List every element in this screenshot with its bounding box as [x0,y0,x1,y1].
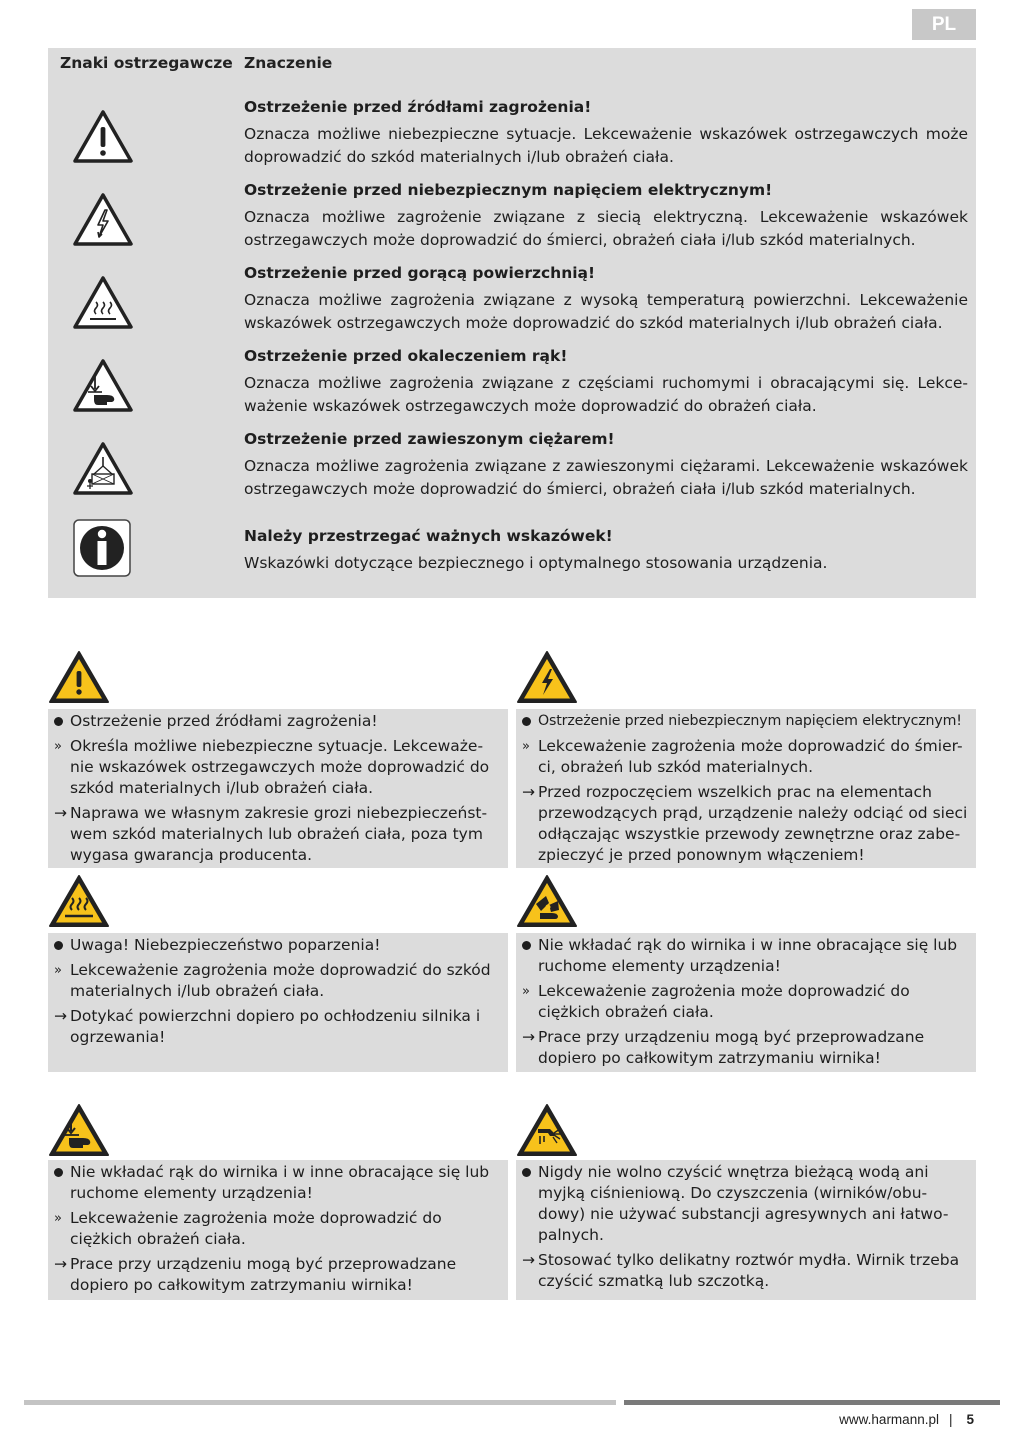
hazard-text: Przed rozpoczęciem wszelkich prac na elementach przewodzących prąd, urządzenie należy odciąć od sieci odłączając wszystkie przewody zewnętrzne oraz zabe-zpieczyć je przed ponownym włączeniem! [538,783,968,864]
hazard-text: Naprawa we własnym zakresie grozi niebezpieczeńst-wem szkód materialnych lub obrażeń ciała, poza tym wygasa gwarancja producenta. [70,804,488,864]
hazard-text: Nie wkładać rąk do wirnika i w inne obracające się lub ruchome elementy urządzenia! [538,936,958,975]
legend-description: Oznacza możliwe zagrożenia związane z wysoką temperaturą powierzchni. Lekceważenie wskazówek ostrzegawczych może doprowadzić do szkód materialnych i/lub obrażeń ciała. [244,291,968,332]
hazard-line: » Lekceważenie zagrożenia może doprowadzić do ciężkich obrażeń ciała. [54,1209,442,1248]
page-number: 5 [966,1412,974,1427]
hazard-text-box [516,709,976,868]
hazard-line [522,935,970,977]
legend-title: Należy przestrzegać ważnych wskazówek! [244,527,613,545]
legend-description: Oznacza możliwe niebezpieczne sytuacje. Lekceważenie wskazówek ostrzegawczych może doprowadzić do szkód materialnych i/lub obrażeń ciała. [244,125,968,166]
legend-title: Ostrzeżenie przed źródłami zagrożenia! [244,98,592,116]
hazard-text-box [48,709,508,868]
hazard-text: Lekceważenie zagrożenia może doprowadzić do śmier-ci, obrażeń lub szkód materialnych. [538,737,963,776]
water-spray-icon [516,1103,578,1157]
hazard-text: Lekceważenie zagrożenia może doprowadzić do ciężkich obrażeń ciała. [70,1209,442,1248]
hazard-text: Lekceważenie zagrożenia może doprowadzić do szkód materialnych i/lub obrażeń ciała. [70,961,491,1000]
hazard-text-box [48,1160,508,1300]
hazard-line [54,935,502,956]
hazard-line: » Lekceważenie zagrożenia może doprowadzić do śmier-ci, obrażeń lub szkód materialnych. [522,737,963,776]
legend-header-meaning: Znaczenie [244,54,333,72]
hand-crush-icon [48,1103,110,1157]
hand-injury-icon [72,357,134,419]
hazard-line: » Lekceważenie zagrożenia może doprowadzić do szkód materialnych i/lub obrażeń ciała. [54,961,491,1000]
footer-rule-left [24,1400,616,1405]
legend-header-signs: Znaki ostrzegawcze [60,54,233,72]
legend-title: Ostrzeżenie przed zawieszonym ciężarem! [244,430,615,448]
warning-signs-legend [48,48,976,598]
legend-title: Ostrzeżenie przed okaleczeniem rąk! [244,347,568,365]
electric-voltage-icon [516,650,578,704]
hazard-text: Ostrzeżenie przed niebezpiecznym napięciem elektrycznym! [538,713,962,729]
hazard-text: Ostrzeżenie przed źródłami zagrożenia! [70,712,378,730]
hazard-text: Stosować tylko delikatny roztwór mydła. Wirnik trzeba czyścić szmatką lub szczotką. [538,1251,960,1290]
suspended-load-icon [72,440,134,502]
hazard-text-box [516,1160,976,1300]
general-warning-icon [48,650,110,704]
hazard-line: → Naprawa we własnym zakresie grozi niebezpieczeńst-wem szkód materialnych lub obrażeń ciała, poza tym wygasa gwarancja producenta. [54,804,488,864]
rotating-impeller-icon [516,874,578,928]
hazard-text-box [516,933,976,1072]
legend-title: Ostrzeżenie przed niebezpiecznym napięciem elektrycznym! [244,181,773,199]
info-icon [73,519,131,577]
hazard-line [54,711,502,732]
legend-description: Oznacza możliwe zagrożenia związane z zawieszonymi ciężarami. Lekceważenie wskazówek ostrzegawczych może doprowadzić do śmierci, obrażeń ciała i/lub szkód materialnych. [244,457,968,498]
page-footer [839,1412,974,1427]
hot-surface-icon [72,274,134,336]
website-link[interactable]: www.harmann.pl [839,1412,939,1427]
hazard-text: Określa możliwe niebezpieczne sytuacje. Lekceważe-nie wskazówek ostrzegawczych może doprowadzić do szkód materialnych i/lub obrażeń ciała. [70,737,490,797]
language-badge: PL [912,9,976,40]
hazard-text: Prace przy urządzeniu mogą być przeprowadzane dopiero po całkowitym zatrzymaniu wirnika! [70,1255,457,1294]
hot-surface-icon [48,874,110,928]
hazard-text: Dotykać powierzchni dopiero po ochłodzeniu silnika i ogrzewania! [70,1007,481,1046]
hazard-text: Uwaga! Niebezpieczeństwo poparzenia! [70,936,381,954]
hazard-text-box [48,933,508,1072]
hazard-text: Lekceważenie zagrożenia może doprowadzić do ciężkich obrażeń ciała. [538,982,910,1021]
hazard-line: → Dotykać powierzchni dopiero po ochłodzeniu silnika i ogrzewania! [54,1007,481,1046]
hazard-line: → Prace przy urządzeniu mogą być przeprowadzane dopiero po całkowitym zatrzymaniu wirnika! [54,1255,457,1294]
legend-title: Ostrzeżenie przed gorącą powierzchnią! [244,264,596,282]
hazard-line: → Stosować tylko delikatny roztwór mydła. Wirnik trzeba czyścić szmatką lub szczotką. [522,1251,960,1290]
hazard-line: » Określa możliwe niebezpieczne sytuacje. Lekceważe-nie wskazówek ostrzegawczych może doprowadzić do szkód materialnych i/lub obrażeń ciała. [54,737,490,797]
hazard-line [522,1162,970,1246]
general-warning-icon [72,108,134,170]
hazard-line: → Przed rozpoczęciem wszelkich prac na elementach przewodzących prąd, urządzenie należy odciąć od sieci odłączając wszystkie przewody zewnętrzne oraz zabe-zpieczyć je przed ponownym włączeniem! [522,783,968,864]
hazard-line [522,711,970,732]
hazard-text: Nie wkładać rąk do wirnika i w inne obracające się lub ruchome elementy urządzenia! [70,1163,490,1202]
hazard-text: Prace przy urządzeniu mogą być przeprowadzane dopiero po całkowitym zatrzymaniu wirnika! [538,1028,925,1067]
electric-voltage-icon [72,191,134,253]
legend-description: Oznacza możliwe zagrożenia związane z częściami ruchomymi i obracającymi się. Lekce-ważenie wskazówek ostrzegawczych może doprowadzić do obrażeń ciała. [244,374,968,415]
hazard-line: → Prace przy urządzeniu mogą być przeprowadzane dopiero po całkowitym zatrzymaniu wirnika! [522,1028,925,1067]
hazard-line: » Lekceważenie zagrożenia może doprowadzić do ciężkich obrażeń ciała. [522,982,910,1021]
footer-rule-right [624,1400,1000,1405]
legend-description: Oznacza możliwe zagrożenie związane z siecią elektryczną. Lekceważenie wskazówek ostrzegawczych może doprowadzić do śmierci, obrażeń ciała i/lub szkód materialnych. [244,208,968,249]
legend-description: Wskazówki dotyczące bezpiecznego i optymalnego stosowania urządzenia. [244,554,828,572]
hazard-text: Nigdy nie wolno czyścić wnętrza bieżącą wodą ani myjką ciśnieniową. Do czyszczenia (wirników/obu-dowy) nie używać substancji agresywnych ani łatwo-palnych. [538,1163,949,1244]
footer-separator: | [948,1412,953,1427]
hazard-line [54,1162,502,1204]
